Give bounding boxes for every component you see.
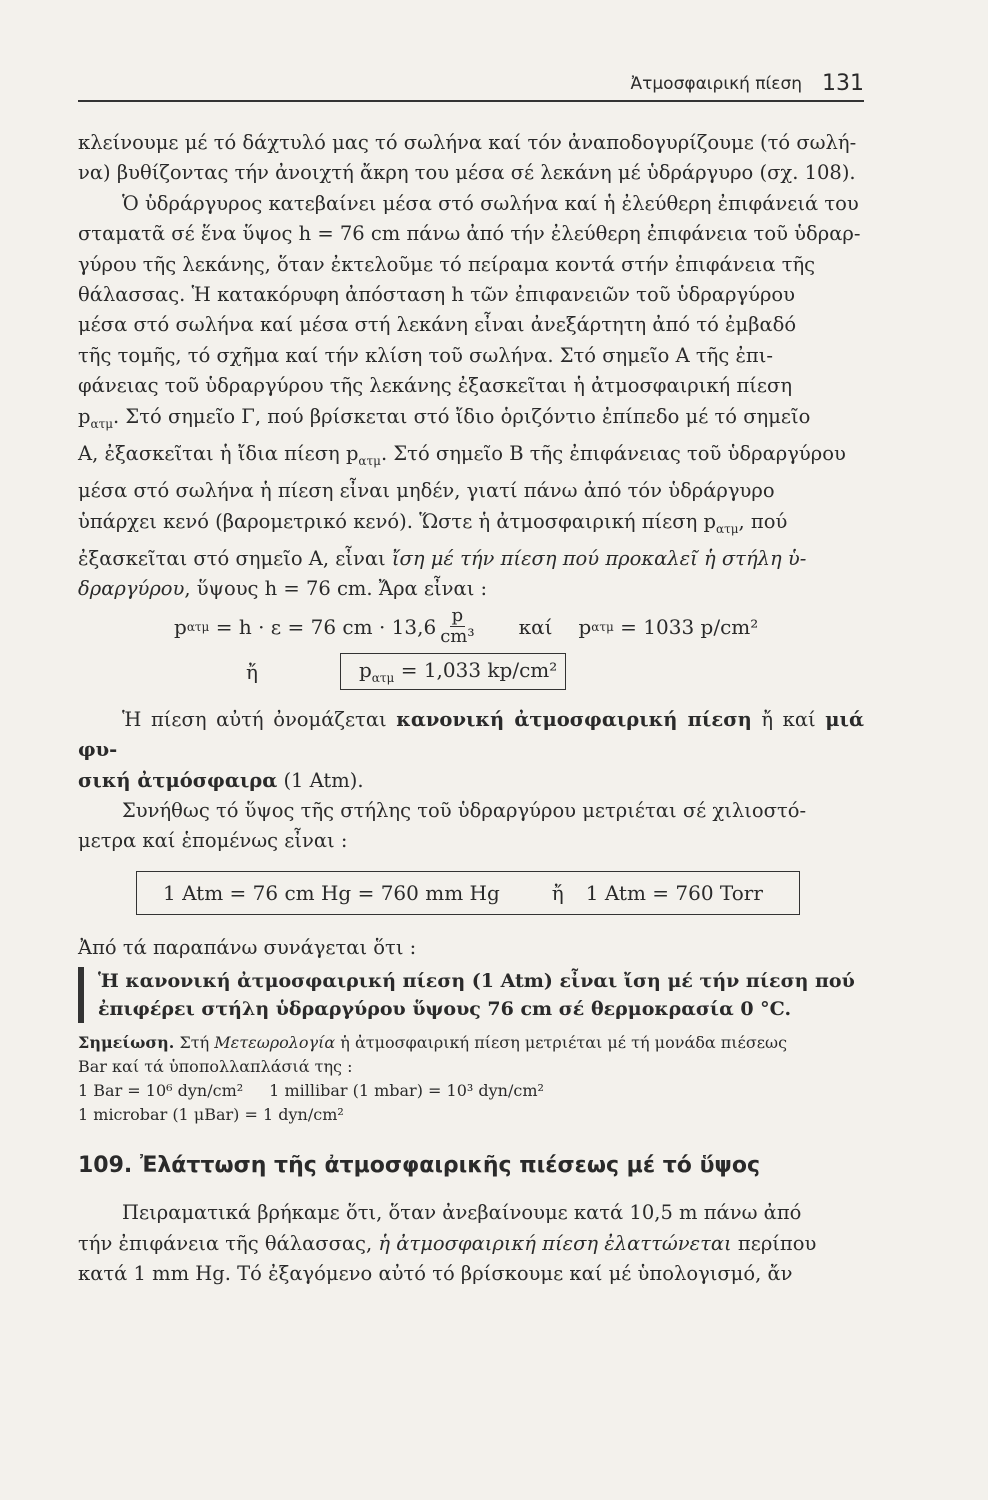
paragraph-altitude [78,1198,864,1289]
formula-pressure: p ατμ = h · ε = 76 cm · 13,6 $\frac{p}{\text{cm³}}$ καί p ατμ = 1033 p/cm² [174,605,759,648]
text-line: δραργύρου, ὕψους h = 76 cm. Ἄρα εἶναι : [78,577,488,601]
text-line: φάνειας τοῦ ὑδραργύρου τῆς λεκάνης ἐξασκεῖται ἡ ἀτμοσφαιρική πίεση [78,374,792,398]
text-line: σταματᾶ σέ ἕνα ὕψος h = 76 cm πάνω ἀπό τήν ἐλεύθερη ἐπιφάνεια τοῦ ὑδραρ- [78,222,861,246]
fraction: $\frac{p}{\text{cm³}}$ [440,605,475,648]
header-section-title: Ἀτμοσφαιρική πίεση [630,74,802,94]
text-line: Ὁ ὑδράργυρος κατεβαίνει μέσα στό σωλήνα καί ἡ ἐλεύθερη ἐπιφάνειά του [122,191,859,215]
text-line: $p_{\alpha\tau\mu}$. Στό σημεῖο Γ, πού βρίσκεται στό ἴδιο ὁριζόντιο ἐπίπεδο μέ τό σημεῖο [78,404,811,431]
text-line: κατά 1 mm Hg. Τό ἐξαγόμενο αὐτό τό βρίσκουμε καί μέ ὑπολογισμό, ἄν [78,1262,793,1286]
text-line: Πειραματικά βρήκαμε ὅτι, ὅταν ἀνεβαίνουμε κατά 10,5 m πάνω ἀπό [122,1201,802,1225]
boxed-result: $p_{\alpha\tau\mu} = 1,033$ kp/cm² [340,653,566,690]
note-line: 1 Bar = 10⁶ dyn/cm² 1 millibar (1 mbar) = 10³ dyn/cm² [78,1081,544,1101]
paragraph-experiment [78,128,864,605]
page-number: 131 [822,71,864,96]
text-line: Συνήθως τό ὕψος τῆς στήλης τοῦ ὑδραργύρου μετριέται σέ χιλιοστό- [122,798,807,822]
text-line: θάλασσας. Ἡ κατακόρυφη ἀπόσταση h τῶν ἐπιφανειῶν τοῦ ὑδραργύρου [78,283,796,307]
text-line: να) βυθίζοντας τήν ἀνοιχτή ἄκρη του μέσα σέ λεκάνη μέ ὑδράργυρο (σχ. 108). [78,161,856,185]
text-line: μέσα στό σωλήνα ἡ πίεση εἶναι μηδέν, γιατί πάνω ἀπό τόν ὑδράργυρο [78,479,775,503]
note-line: 1 microbar (1 μBar) = 1 dyn/cm² [78,1105,344,1125]
note [78,1031,864,1127]
text-line: Ἀπό τά παραπάνω συνάγεται ὅτι : [78,935,417,959]
text-line: σική ἀτμόσφαιρα (1 Atm). [78,768,364,792]
text-line: γύρου τῆς λεκάνης, ὅταν ἐκτελοῦμε τό πείραμα κοντά στήν ἐπιφάνεια τῆς [78,252,816,276]
text-line: Α, ἐξασκεῖται ἡ ἴδια πίεση $p_{\alpha\tau\mu}$. Στό σημεῖο Β τῆς ἐπιφάνειας τοῦ ὑδραργύρου [78,441,846,468]
running-header [78,66,864,102]
text-line: ὑπάρχει κενό (βαρομετρικό κενό). Ὥστε ἡ ἀτμοσφαιρική πίεση $p_{\alpha\tau\mu}$, πού [78,509,788,536]
note-line: Bar καί τά ὑποπολλαπλάσιά της : [78,1057,353,1077]
section-heading: 109. Ἐλάττωση τῆς ἀτμοσφαιρικῆς πιέσεως μέ τό ὕψος [78,1153,761,1179]
rule-marker [78,967,84,1023]
text-line: μετρα καί ἑπομένως εἶναι : [78,829,348,853]
paragraph-definition [78,705,864,857]
text-line: τῆς τομῆς, τό σχῆμα καί τήν κλίση τοῦ σωλήνα. Στό σημεῖο Α τῆς ἐπι- [78,343,773,367]
text-line: μέσα στό σωλήνα καί μέσα στή λεκάνη εἶναι ἀνεξάρτητη ἀπό τό ἐμβαδό [78,313,797,337]
boxed-equivalence: 1 Atm = 76 cm Hg = 760 mm Hg ἤ 1 Atm = 760 Torr [136,871,800,915]
formula-kp: ἤ $p_{\alpha\tau\mu} = 1,033$ kp/cm² [246,649,864,695]
highlighted-rule: Ἡ κανονική ἀτμοσφαιρική πίεση (1 Atm) εἶναι ἴση μέ τήν πίεση πού ἐπιφέρει στήλη ὑδραργύρου ὕψους 76 cm σέ θερμοκρασία 0 °C. [78,967,864,1023]
text-line: τήν ἐπιφάνεια τῆς θάλασσας, ἡ ἀτμοσφαιρική πίεση ἐλαττώνεται περίπου [78,1231,817,1255]
text-line: ἐξασκεῖται στό σημεῖο Α, εἶναι ἴση μέ τήν πίεση πού προκαλεῖ ἡ στήλη ὑ- [78,546,807,570]
note-line: Σημείωση. Στή Μετεωρολογία ἡ ἀτμοσφαιρική πίεση μετριέται μέ τή μονάδα πιέσεως [78,1033,788,1053]
page-body [78,128,864,1289]
text-line: κλείνουμε μέ τό δάχτυλό μας τό σωλήνα καί τόν ἀναποδογυρίζουμε (τό σωλή- [78,131,857,154]
text-line: Ἡ πίεση αὐτή ὀνομάζεται κανονική ἀτμοσφαιρική πίεση ἤ καί μιά φυ- [78,707,864,762]
